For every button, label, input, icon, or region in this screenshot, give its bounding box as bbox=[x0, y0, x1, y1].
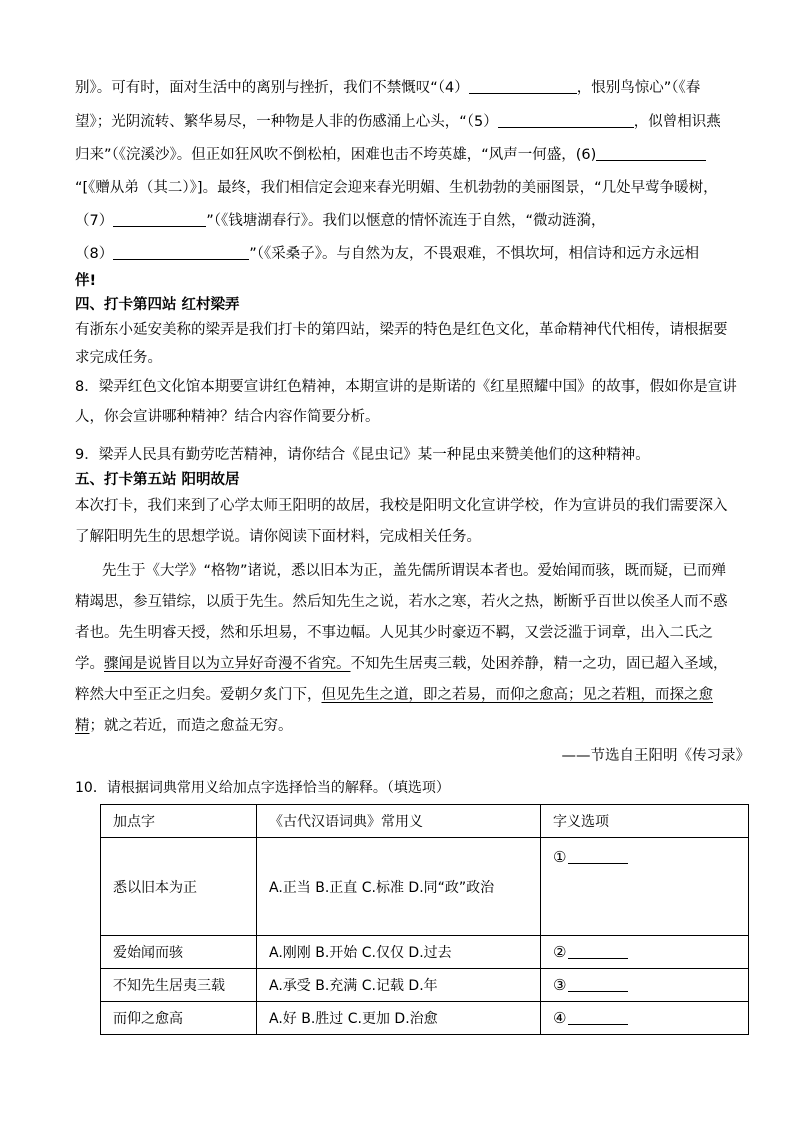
text: 学。 bbox=[75, 656, 104, 672]
section-heading-5: 五、打卡第五站 阳明故居 bbox=[75, 472, 240, 488]
poem-line-3 bbox=[75, 145, 706, 165]
passage-line-2: 精竭思，参互错综，以质于先生。然后知先生之说，若水之寒，若火之热，断断乎百世以俟圣人而不惑 bbox=[75, 594, 728, 610]
passage-line-5 bbox=[75, 685, 713, 705]
word-cell: 爱始闻而骇 bbox=[101, 936, 257, 969]
word-cell: 悉以旧本为正 bbox=[101, 838, 257, 936]
passage-source: ——节选自王阳明《传习录》 bbox=[561, 748, 750, 764]
table-header: 字义选项 bbox=[541, 805, 749, 838]
text: ”（《钱塘湖春行》。我们以惬意的情怀流连于自然，“微动涟漪， bbox=[206, 213, 606, 229]
section4-intro-1: 有浙东小延安美称的梁弄是我们打卡的第四站，梁弄的特色是红色文化，革命精神代代相传，请根据要 bbox=[75, 322, 728, 338]
section5-intro-1: 本次打卡，我们来到了心学太师王阳明的故居，我校是阳明文化宣讲学校，作为宣讲员的我们需要深入 bbox=[75, 498, 728, 514]
answer-blank-3[interactable] bbox=[568, 977, 628, 992]
answer-blank-2[interactable] bbox=[568, 944, 628, 959]
table-row bbox=[101, 936, 749, 969]
text: （7） bbox=[75, 213, 114, 229]
text: ；就之若近，而造之愈益无穷。 bbox=[89, 718, 293, 734]
text: ，似曾相识燕 bbox=[633, 114, 721, 130]
poem-line-2 bbox=[75, 112, 721, 132]
answer-blank-1[interactable] bbox=[568, 849, 628, 864]
text: 不知先生居夷三载，处困养静，精一之功，固已超入圣域， bbox=[350, 656, 728, 672]
passage-line-3: 者也。先生明睿天授，然和乐坦易，不事边幅。人见其少时豪迈不羁，又尝泛滥于词章，出入二氏之 bbox=[75, 625, 713, 641]
text: 粹然大中至正之归矣。爱朝夕炙门下， bbox=[75, 687, 322, 703]
poem-line-6 bbox=[75, 244, 699, 264]
answer-cell bbox=[541, 936, 749, 969]
text: ，恨别鸟惊心”（《春 bbox=[576, 80, 701, 96]
question-9: 9．梁弄人民具有勤劳吃苦精神，请你结合《昆虫记》某一种昆虫来赞美他们的这种精神。 bbox=[75, 447, 650, 463]
question-8-line-2: 人，你会宣讲哪种精神？结合内容作简要分析。 bbox=[75, 409, 380, 425]
text: 归来”（《浣溪沙》。但正如狂风吹不倒松柏，困难也击不垮英雄，“风声一何盛，(6) bbox=[75, 147, 597, 163]
meaning-cell: A.刚刚 B.开始 C.仅仅 D.过去 bbox=[257, 936, 541, 969]
underlined-sentence: 骤闻是说皆目以为立异好奇漫不省究。 bbox=[104, 656, 351, 672]
section-heading-4: 四、打卡第四站 红村梁弄 bbox=[75, 297, 240, 313]
table-header: 《古代汉语词典》常用义 bbox=[257, 805, 541, 838]
passage-line-4 bbox=[75, 654, 728, 674]
underlined-sentence: 但见先生之道，即之若易，而仰之愈高；见之若粗，而探之愈 bbox=[321, 687, 713, 703]
text: （8） bbox=[75, 246, 114, 262]
poem-line-5 bbox=[75, 211, 606, 231]
table-header: 加点字 bbox=[101, 805, 257, 838]
item-number: ④ bbox=[553, 1009, 567, 1027]
table-row bbox=[101, 838, 749, 936]
meaning-cell: A.好 B.胜过 C.更加 D.治愈 bbox=[257, 1002, 541, 1035]
item-number: ② bbox=[553, 943, 567, 961]
section4-intro-2: 求完成任务。 bbox=[75, 350, 162, 366]
section5-intro-2: 了解阳明先生的思想学说。请你阅读下面材料，完成相关任务。 bbox=[75, 529, 481, 545]
meaning-cell: A.承受 B.充满 C.记载 D.年 bbox=[257, 969, 541, 1002]
text: 别》。可有时，面对生活中的离别与挫折，我们不禁慨叹“（4） bbox=[75, 80, 469, 96]
passage-line-6 bbox=[75, 716, 293, 736]
poem-line-4: “[《赠从弟（其二）》]。最终，我们相信定会迎来春光明媚、生机勃勃的美丽图景，“几处早莺争暖树， bbox=[75, 180, 718, 196]
table-header-row bbox=[101, 805, 749, 838]
meaning-cell: A.正当 B.正直 C.标准 D.同“政”政治 bbox=[257, 838, 541, 936]
answer-blank-7[interactable] bbox=[113, 211, 206, 227]
question-10-prompt: 10．请根据词典常用义给加点字选择恰当的解释。（填选项） bbox=[75, 780, 450, 796]
answer-cell bbox=[541, 969, 749, 1002]
poem-line-1 bbox=[75, 78, 700, 98]
answer-cell bbox=[541, 1002, 749, 1035]
question-8-line-1: 8．梁弄红色文化馆本期要宣讲红色精神，本期宣讲的是斯诺的《红星照耀中国》的故事，假如你是宣讲 bbox=[75, 379, 737, 395]
answer-blank-4[interactable] bbox=[469, 78, 577, 94]
text: 望》；光阴流转、繁华易尽，一种物是人非的伤感涌上心头，“（5） bbox=[75, 114, 498, 130]
item-number: ① bbox=[553, 848, 567, 866]
answer-cell bbox=[541, 838, 749, 936]
word-cell: 而仰之愈高 bbox=[101, 1002, 257, 1035]
word-cell: 不知先生居夷三载 bbox=[101, 969, 257, 1002]
poem-line-7: 伴! bbox=[75, 273, 97, 289]
answer-blank-4[interactable] bbox=[568, 1010, 628, 1025]
vocabulary-table bbox=[100, 804, 749, 1035]
underlined-sentence: 精 bbox=[75, 718, 90, 734]
text: ”（《采桑子》。与自然为友，不畏艰难，不惧坎坷，相信诗和远方永远相 bbox=[249, 246, 699, 262]
table-row bbox=[101, 969, 749, 1002]
answer-blank-6[interactable] bbox=[596, 145, 706, 161]
table-row bbox=[101, 1002, 749, 1035]
passage-line-1: 先生于《大学》“格物”诸说，悉以旧本为正，盖先儒所谓误本者也。爱始闻而骇，既而疑，已而殚 bbox=[102, 563, 727, 579]
item-number: ③ bbox=[553, 976, 567, 994]
answer-blank-5[interactable] bbox=[498, 112, 634, 128]
answer-blank-8[interactable] bbox=[113, 244, 249, 260]
